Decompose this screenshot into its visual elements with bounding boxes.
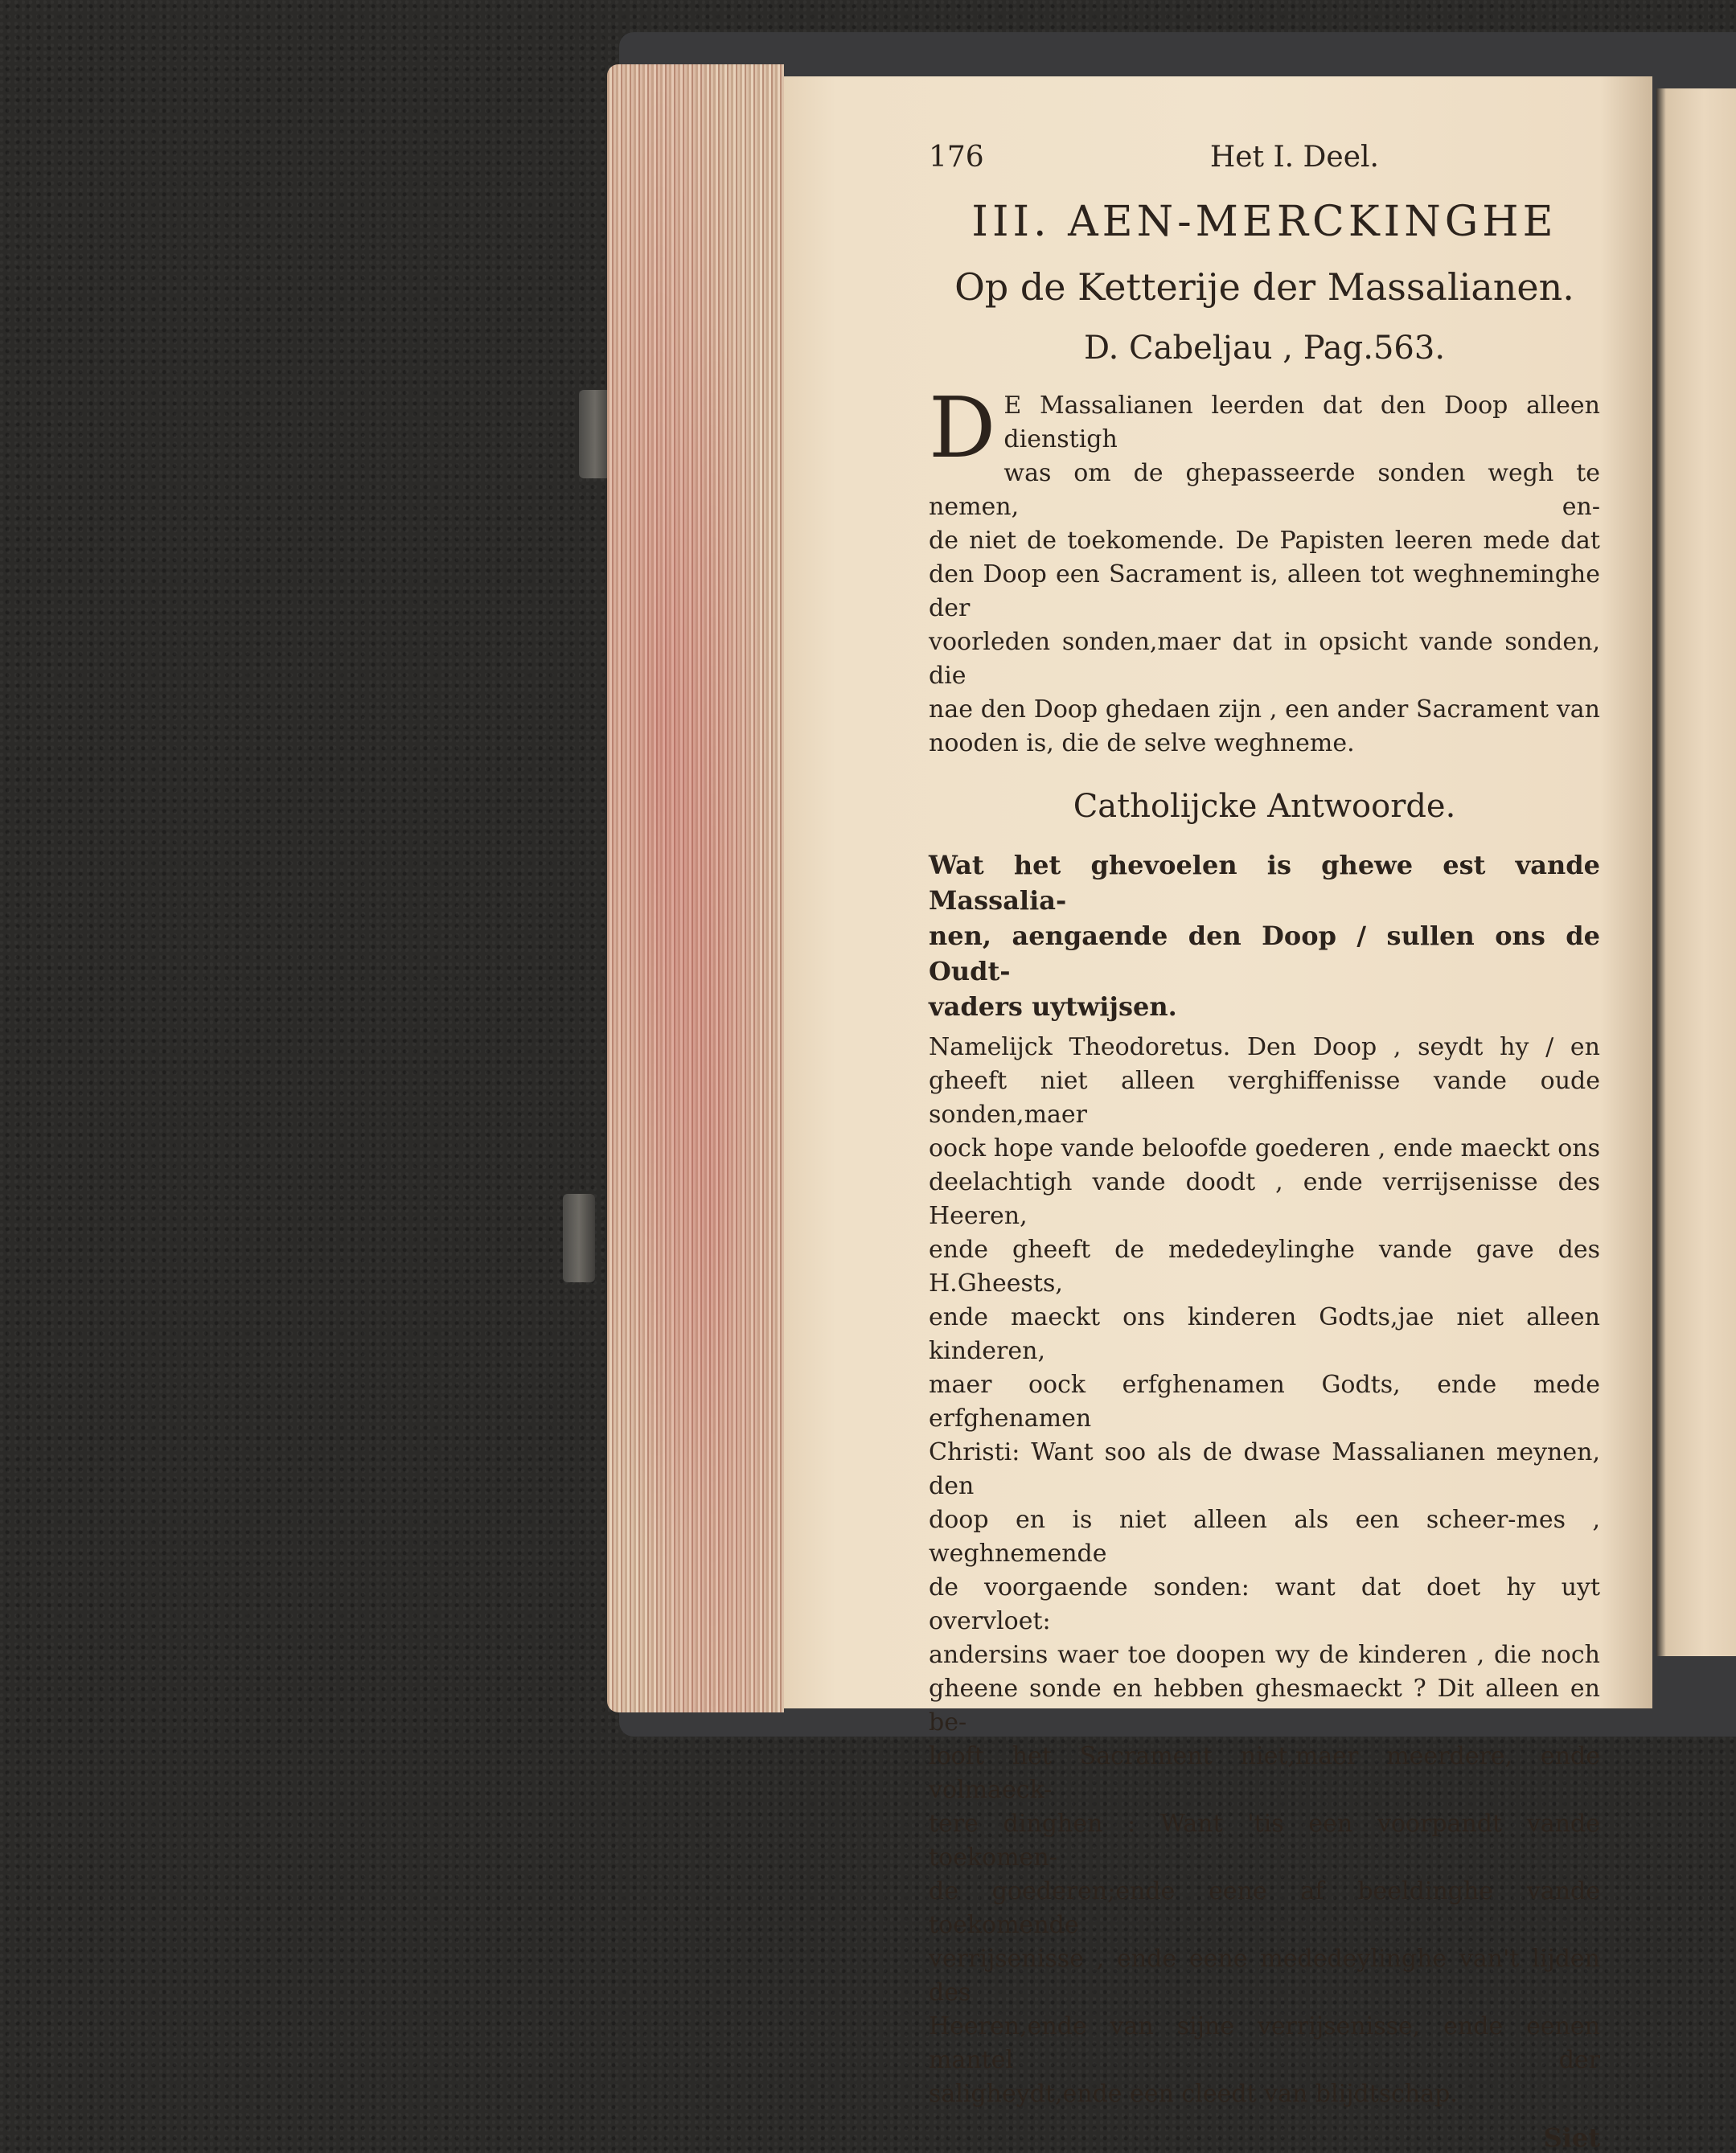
text-line: ende gheeft de mededeylinghe vande gave des H.Gheests,: [929, 1236, 1600, 1298]
paragraph-1: [929, 379, 1600, 761]
text-line: deelachtigh vande doodt , ende verrijsenisse des Heeren,: [929, 1168, 1600, 1230]
text-line: voorleden sonden,maer dat in opsicht vande sonden, die: [929, 628, 1600, 690]
facing-page-edge: [1656, 88, 1736, 1656]
text-line: nae den Doop ghedaen zijn , een ander Sacrament van: [929, 695, 1600, 724]
text-line: looft het Sacrament niet,maer meerdere, ende volmaeck-: [929, 1742, 1600, 1804]
text-line: maer oock erfghenamen Godts, ende mede erfghenamen: [929, 1371, 1600, 1433]
text-line: de niet de toekomende. De Papisten leeren mede dat: [929, 527, 1600, 555]
text-line: Wat het ghevoelen is ghewe est vande Massalia-: [929, 850, 1600, 916]
page-text: [929, 141, 1600, 2153]
paragraph-3: [929, 1031, 1600, 2111]
text-line: oock hope vande beloofde goederen , ende maeckt ons: [929, 1134, 1600, 1163]
text-line: den Doop een Sacrament is, alleen tot weghneminghe der: [929, 560, 1600, 622]
text-line: Christi: Want soo als de dwase Massalianen meynen, den: [929, 1438, 1600, 1500]
text-line: gheeft niet alleen verghiffenisse vande oude sonden,maer: [929, 1067, 1600, 1129]
subheading: Catholijcke Antwoorde.: [1073, 788, 1456, 825]
text-line: nen, aengaende den Doop / sullen ons de Oudt-: [929, 921, 1600, 986]
text-line: E Massalianen leerden dat den Doop alleen dienstigh: [1003, 392, 1600, 453]
text-line: doop en is niet alleen als een scheer-mes , weghnemende: [929, 1506, 1600, 1568]
clasp-bottom: [563, 1194, 595, 1282]
text-line: nooden is, die de selve weghneme.: [929, 729, 1355, 757]
drop-cap: D: [929, 379, 996, 477]
subject-title: Op de Ketterije der Massalianen.: [954, 265, 1574, 309]
text-line: Namelijck Theodoretus. Den Doop , seydt hy / en: [929, 1033, 1600, 1061]
page-number: 176: [929, 141, 984, 174]
text-line: gheene sonde en hebben ghesmaeckt ? Dit alleen en be-: [929, 1675, 1600, 1737]
running-head: Het I. Deel.: [1209, 141, 1379, 174]
text-line: de goederen;ende eene af beeldinghe vande toekomende: [929, 1877, 1600, 1939]
paragraph-2: [929, 847, 1600, 1024]
page-edges: [607, 64, 784, 1712]
text-line: vaders uytwijsen.: [929, 991, 1177, 1022]
text-line: tere dinghen : Want 'tis een voorpandt vande toekomen-: [929, 1810, 1600, 1872]
text-line: andersins waer toe doopen wy de kinderen , die noch: [929, 1641, 1600, 1669]
text-line: verrijsenisse , ende eene mededeylinghe van't lijden des: [929, 1945, 1600, 2007]
running-header: [929, 141, 1379, 174]
text-line: ende maeckt ons kinderen Godts,jae niet alleen kinderen,: [929, 1303, 1600, 1365]
text-line: Heeren,ende van sijne verrijsenisse, ende eenen mantel der: [929, 2012, 1600, 2074]
reference-line: D. Cabeljau , Pag.563.: [1083, 330, 1446, 367]
text-line: saligheydt,ende een cleedt van blijdtschap.: [929, 2080, 1458, 2108]
section-title: III. AEN-MERCKINGHE: [971, 198, 1557, 246]
clasp-top: [579, 390, 611, 478]
catchword: Siet: [1543, 2122, 1600, 2153]
text-line: de voorgaende sonden: want dat doet hy uyt overvloet:: [929, 1573, 1600, 1635]
text-line: was om de ghepasseerde sonden wegh te nemen, en-: [929, 459, 1600, 521]
